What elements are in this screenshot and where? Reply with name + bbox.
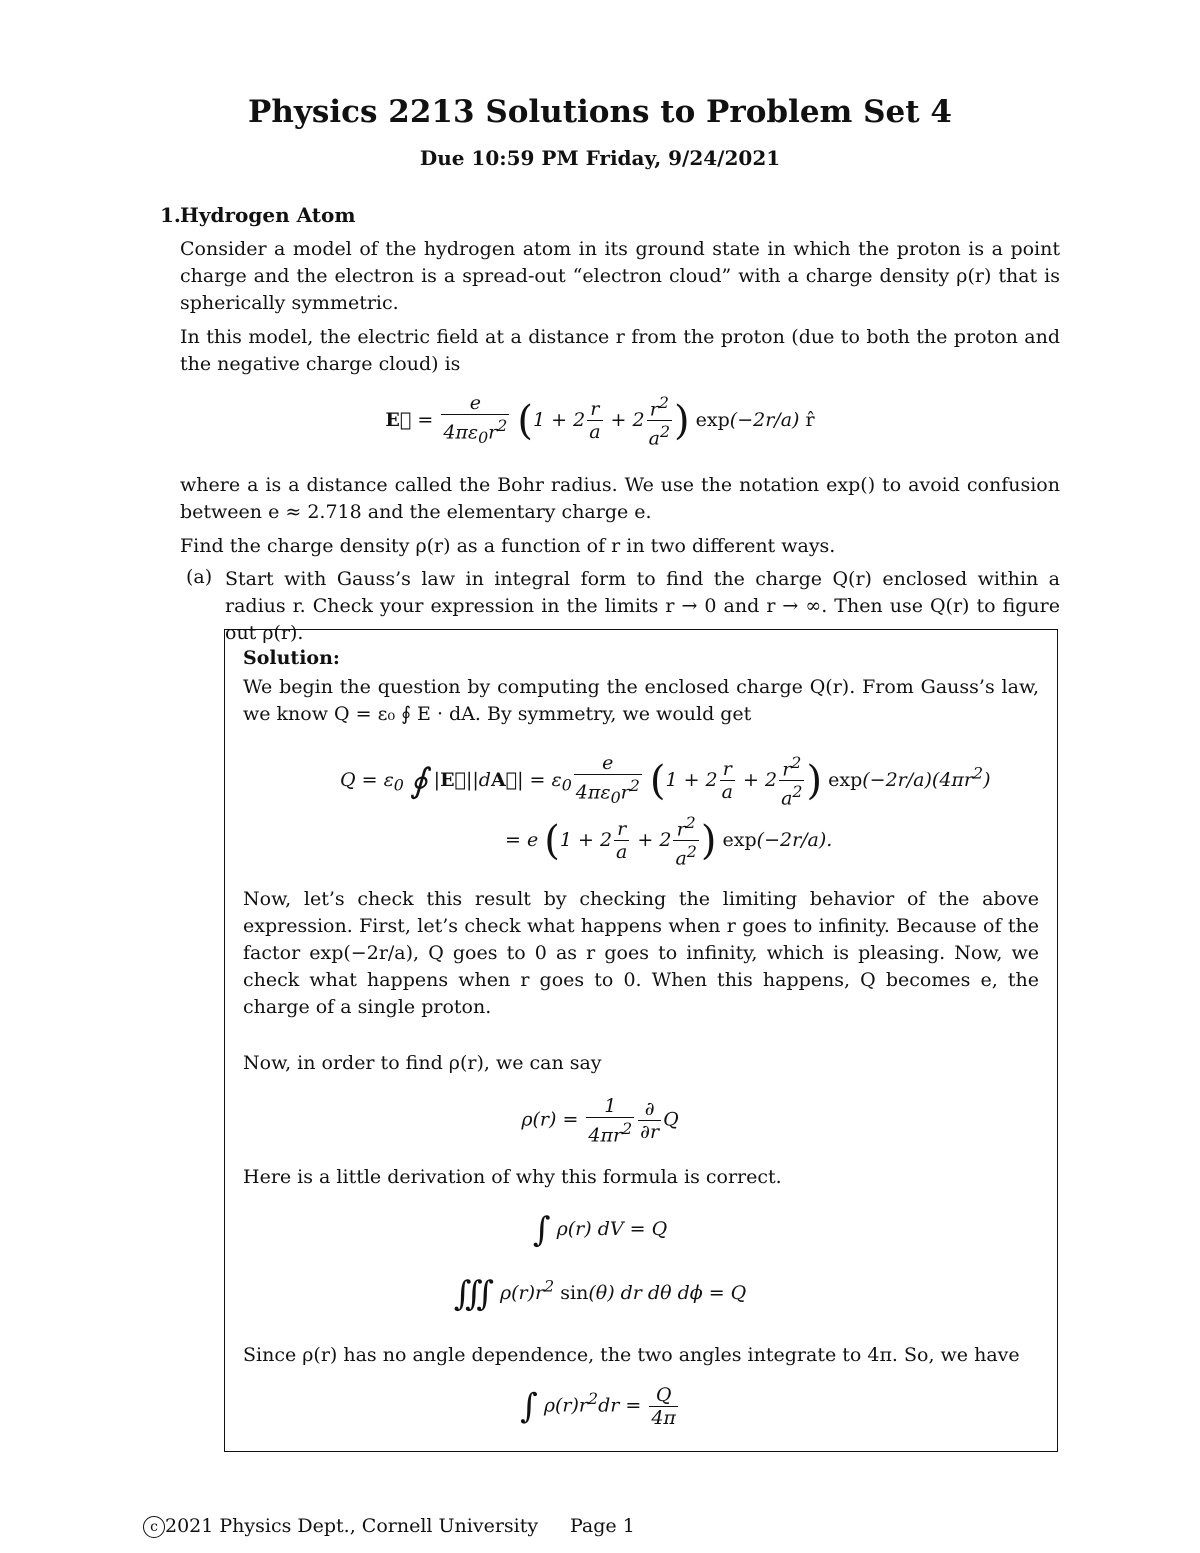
footer-copyright (143, 1515, 538, 1538)
density-formula: ρ(r) = $\frac{1}{4\pi r^2}$ $\frac{\partial}{\partial r}$ Q (521, 1095, 679, 1147)
copyright-icon: c (143, 1516, 165, 1538)
page-number: Page 1 (570, 1515, 635, 1537)
solution-paragraph-3: Now, in order to find ρ(r), we can say (243, 1052, 602, 1074)
solution-paragraph-5: Since ρ(r) has no angle dependence, the two angles integrate to 4π. So, we have (243, 1344, 1020, 1366)
due-date: Due 10:59 PM Friday, 9/24/2021 (419, 146, 781, 170)
radial-integral-equation: ∫ $\rho(r)r^2dr$ = $\frac{Q}{4\pi}$ (520, 1384, 676, 1429)
part-a-label: (a) (186, 566, 213, 588)
solution-paragraph-1: We begin the question by computing the enclosed charge Q(r). From Gauss’s law, we know Q = ε₀ ∮ E · dA. By symmetry, we would get (243, 676, 1039, 725)
charge-equation-line-1: $Q = \varepsilon_0$ ∮ |E⃗||dA⃗| = $\varepsilon_0$ $\frac{e}{4\pi\varepsilon_0r^2}$ (1 + 2 $\frac{r}{a}$ + 2 $\frac{r^2}{a^2}$ ) $\exp(-2r/a)(4\pi r^2)$ (340, 752, 991, 810)
intro-paragraph-1: Consider a model of the hydrogen atom in its ground state in which the proton is a point charge and the electron is a spread-out “electron cloud” with a charge density ρ(r) that is spherically symmetric. (180, 238, 1060, 314)
part-a-text: Start with Gauss’s law in integral form to find the charge Q(r) enclosed within a radius r. Check your expression in the limits r → 0 and r → ∞. Then use Q(r) to figure out ρ(r). (225, 568, 1060, 644)
copyright-text: 2021 Physics Dept., Cornell University (165, 1515, 539, 1537)
solution-paragraph-2: Now, let’s check this result by checking the limiting behavior of the above expression. First, let’s check what happens when r goes to infinity. Because of the factor exp(−2r/a), Q goes to 0 as r goes to infinity, which is pleasing. Now, we check what happens when r goes to 0. When this happens, Q becomes e, the charge of a single proton. (243, 888, 1039, 1018)
solution-label: Solution: (243, 647, 340, 669)
charge-equation-line-2: = e (1 + 2 $\frac{r}{a}$ + 2 $\frac{r^2}{a^2}$ ) exp(−2r/a). (505, 813, 833, 870)
spherical-integral-equation: ∭ $\rho(r)r^2$ sin(θ) dr dθ dϕ = Q (453, 1274, 747, 1314)
volume-integral-equation: ∫ ρ(r) dV = Q (532, 1210, 668, 1250)
solution-paragraph-4: Here is a little derivation of why this formula is correct. (243, 1166, 782, 1188)
electric-field-equation: E⃗ = $\frac{e}{4\pi\varepsilon_0r^2}$ (1 + 2 $\frac{r}{a}$ + 2 $\frac{r^2}{a^2}$ ) exp(−2r/a) r̂ (385, 392, 815, 450)
bohr-radius-paragraph: where a is a distance called the Bohr radius. We use the notation exp() to avoid confusion between e ≈ 2.718 and the elementary charge e. (180, 474, 1060, 523)
intro-paragraph-2: In this model, the electric field at a distance r from the proton (due to both the proton and the negative charge cloud) is (180, 326, 1060, 375)
page-title: Physics 2213 Solutions to Problem Set 4 (248, 94, 952, 130)
problem-number: 1. (160, 203, 181, 227)
problem-heading: Hydrogen Atom (180, 203, 356, 227)
find-paragraph: Find the charge density ρ(r) as a function of r in two different ways. (180, 535, 836, 557)
